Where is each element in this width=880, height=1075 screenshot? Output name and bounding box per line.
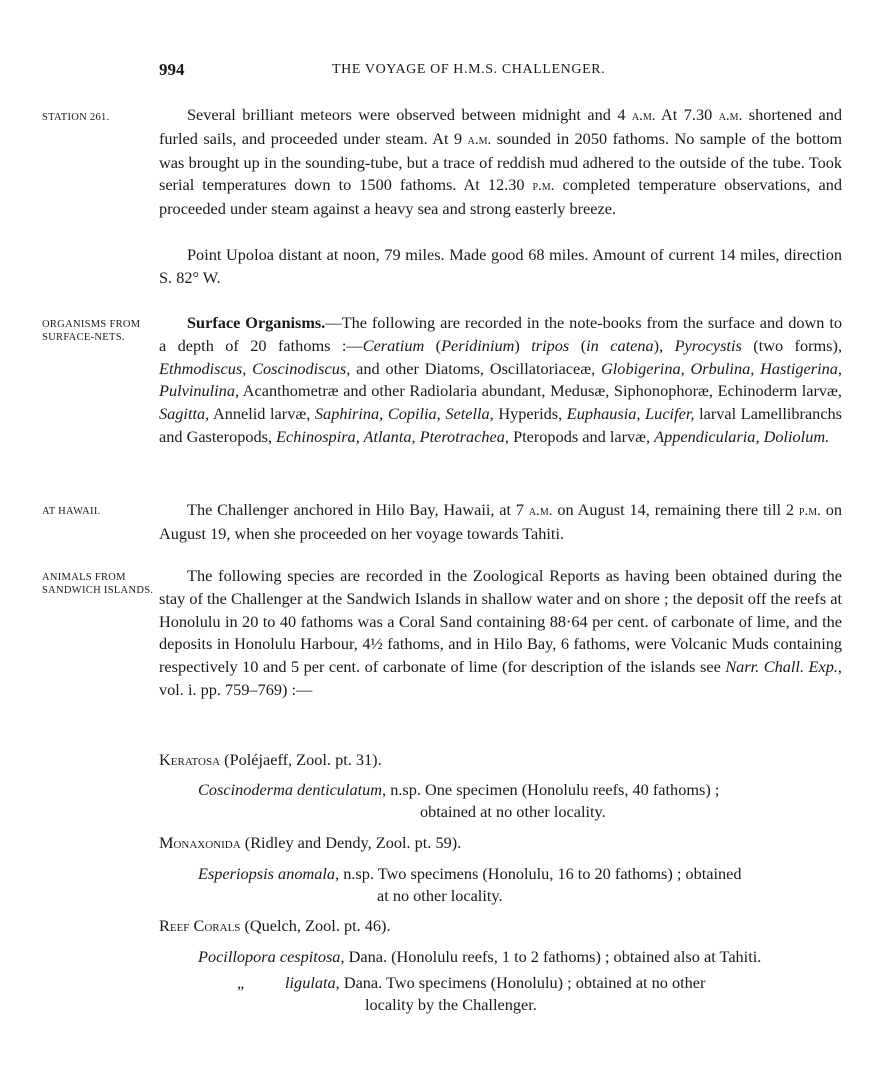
organisms-paragraph: Surface Organisms.—The following are recorded in the note-books from the surface and down to a depth of 20 fathoms :—Ceratium (Peridinium) tripos (in catena), Pyrocystis (two forms), Ethmodiscus, Coscinodiscus, and other Diatoms, Oscillatoriaceæ, Globigerina, Orbulina, Hastigerina, Pulvinulina, Acanthometræ and other Radiolaria abundant, Medusæ, Siphonophoræ, Echinoderm larvæ, Sagitta, Annelid larvæ, Saphirina, Copilia, Setella, Hyperids, Euphausia, Lucifer, larval Lamellibranchs and Gasteropods, Echinospira, Atlanta, Pterotrachea, Pteropods and larvæ, Appendicularia, Doliolum. (159, 313, 843, 446)
animals-paragraph: The following species are recorded in the Zoological Reports as having been obtained during the stay of the Challenger at the Sandwich Islands in shallow water and on shore ; the deposit off the reefs at Honolulu in 20 to 40 fathoms was a Coral Sand containing 88·64 per cent. of carbonate of lime, and the deposits in Honolulu Harbour, 4½ fathoms, and in Hilo Bay, 6 fathoms, were Volcanic Muds containing respectively 10 and 5 per cent. of carbonate of lime (for description of the islands see Narr. Chall. Exp., vol. i. pp. 759–769) :— (159, 566, 842, 699)
ditto-mark: „ (237, 973, 245, 992)
species-entry: Esperiopsis anomala, n.sp. Two specimens (Honolulu, 16 to 20 fathoms) ; obtained at no other locality. (198, 864, 742, 905)
taxon-heading: Reef Corals (Quelch, Zool. pt. 46). (159, 916, 391, 935)
sidenote-organisms: ORGANISMS FROM SURFACE-NETS. (42, 319, 141, 343)
sidenote-hawaii: AT HAWAII. (42, 506, 101, 517)
station-paragraph: Several brilliant meteors were observed between midnight and 4 a.m. At 7.30 a.m. shortened and furled sails, and proceeded under steam. At 9 a.m. sounded in 2050 fathoms. No sample of the bottom was brought up in the sounding-tube, but a trace of reddish mud adhered to the outside of the tube. Took serial temperatures down to 1500 fathoms. At 12.30 p.m. completed temperature observations, and proceeded under steam against a heavy sea and strong easterly breeze. (159, 105, 842, 219)
sidenote-station: STATION 261. (42, 112, 110, 123)
page-header (0, 60, 880, 86)
taxon-heading: Monaxonida (Ridley and Dendy, Zool. pt. 59). (159, 833, 462, 852)
species-entry: Pocillopora cespitosa, Dana. (Honolulu reefs, 1 to 2 fathoms) ; obtained also at Tahiti. (198, 947, 762, 966)
sidenote-animals: ANIMALS FROM SANDWICH ISLANDS. (42, 572, 154, 596)
taxon-heading: Keratosa (Poléjaeff, Zool. pt. 31). (159, 750, 382, 769)
species-entry: Coscinoderma denticulatum, n.sp. One specimen (Honolulu reefs, 40 fathoms) ; obtained at no other locality. (198, 780, 720, 821)
running-title: THE VOYAGE OF H.M.S. CHALLENGER. (332, 62, 606, 77)
page-number: 994 (159, 60, 185, 79)
position-paragraph: Point Upoloa distant at noon, 79 miles. Made good 68 miles. Amount of current 14 miles, direction S. 82° W. (159, 245, 842, 287)
species-entry: „ ligulata, Dana. Two specimens (Honolulu) ; obtained at no other locality by the Challenger. (237, 973, 706, 1014)
hawaii-paragraph: The Challenger anchored in Hilo Bay, Hawaii, at 7 a.m. on August 14, remaining there till 2 p.m. on August 19, when she proceeded on her voyage towards Tahiti. (159, 500, 842, 543)
